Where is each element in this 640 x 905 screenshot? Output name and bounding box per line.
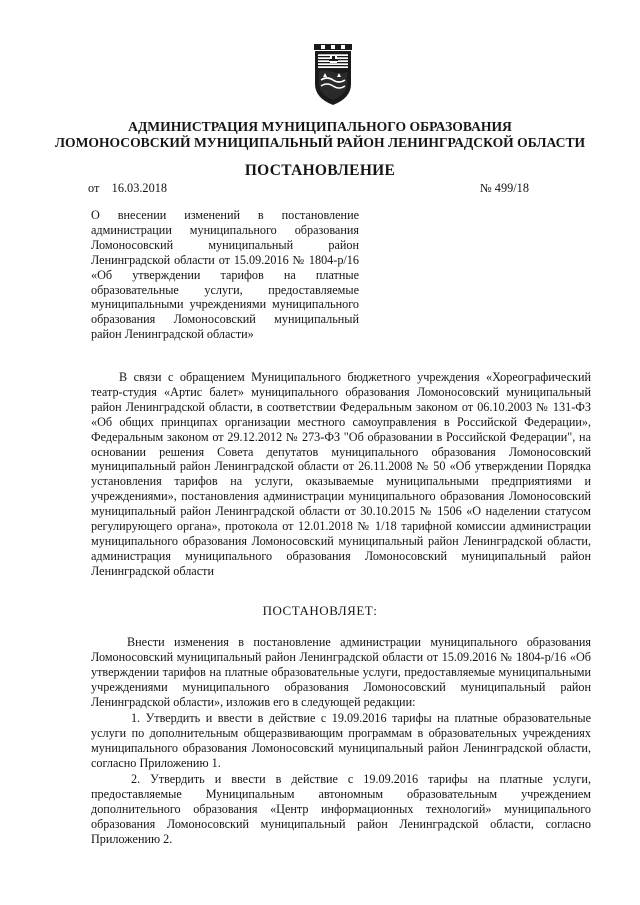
decree-word: ПОСТАНОВЛЯЕТ: (262, 603, 378, 618)
item-2-paragraph: 2. Утвердить и ввести в действие с 19.09.2016 тарифы на платные услуги, предоставляемые Муниципальным автономным образовательным учреждением дополнительного образования «Центр информационных технологий» муниципального образования Ломоносовский муниципальный район Ленинградской области, согласно Приложению 2. (91, 772, 591, 846)
document-subject: О внесении изменений в постановление администрации муниципального образования Ломоносовский муниципальный район Ленинградской области от 15.09.2016 № 1804-р/16 «Об утверждении тарифов на платные образовательные услуги, предоставляемые муниципальными учреждениями муниципального образования Ломоносовский муниципальный район Ленинградской области» (91, 208, 359, 342)
item-1-paragraph: 1. Утвердить и ввести в действие с 19.09.2016 тарифы на платные образовательные услуги по дополнительным общеразвивающим программам в образовательных учреждениях муниципального образования Ломоносовский муниципальный район Ленинградской области, согласно Приложению 1. (91, 711, 591, 770)
header-line-1: АДМИНИСТРАЦИЯ МУНИЦИПАЛЬНОГО ОБРАЗОВАНИЯ (128, 119, 512, 134)
preamble-paragraph: В связи с обращением Муниципального бюджетного учреждения «Хореографический театр-студия «Артис балет» муниципального образования Ломоносовский муниципальный район Ленинградской области, в соответствии Федеральным законом от 06.10.2003 № 131-ФЗ «Об общих принципах организации местного самоуправления в Российской Федерации», Федеральным законом от 29.12.2012 № 273-ФЗ "Об образовании в Российской Федерации", на основании решения Совета депутатов муниципального образования Ломоносовский муниципальный район Ленинградской области от 26.11.2008 № 50 «Об утверждении Порядка установления тарифов на услуги, оказываемые муниципальными предприятиями и учреждениями», постановления администрации муниципального образования Ломоносовский муниципальный район Ленинградской области от 30.10.2015 № 1506 «О наделении статусом регулирующего органа», протокола от 12.01.2018 № 1/18 тарифной комиссии администрации муниципального образования Ломоносовский муниципальный район Ленинградской области, администрация муниципального образования Ломоносовский муниципальный район Ленинградской области (91, 370, 591, 578)
coat-of-arms-icon (313, 44, 353, 106)
amend-intro-paragraph: Внести изменения в постановление администрации муниципального образования Ломоносовский муниципальный район Ленинградской области от 15.09.2016 № 1804-р/16 «Об утверждении тарифов на платные образовательные услуги, предоставляемые муниципальными учреждениями муниципального образования Ломоносовский муниципальный район Ленинградской области», изложив его в следующей редакции: (91, 635, 591, 709)
date-value: 16.03.2018 (111, 181, 168, 195)
header-line-2: ЛОМОНОСОВСКИЙ МУНИЦИПАЛЬНЫЙ РАЙОН ЛЕНИНГРАДСКОЙ ОБЛАСТИ (54, 135, 586, 150)
document-number: № 499/18 (480, 181, 529, 195)
date-label: от (88, 181, 100, 195)
document-date (88, 181, 167, 196)
document-type: ПОСТАНОВЛЕНИЕ (244, 162, 396, 179)
